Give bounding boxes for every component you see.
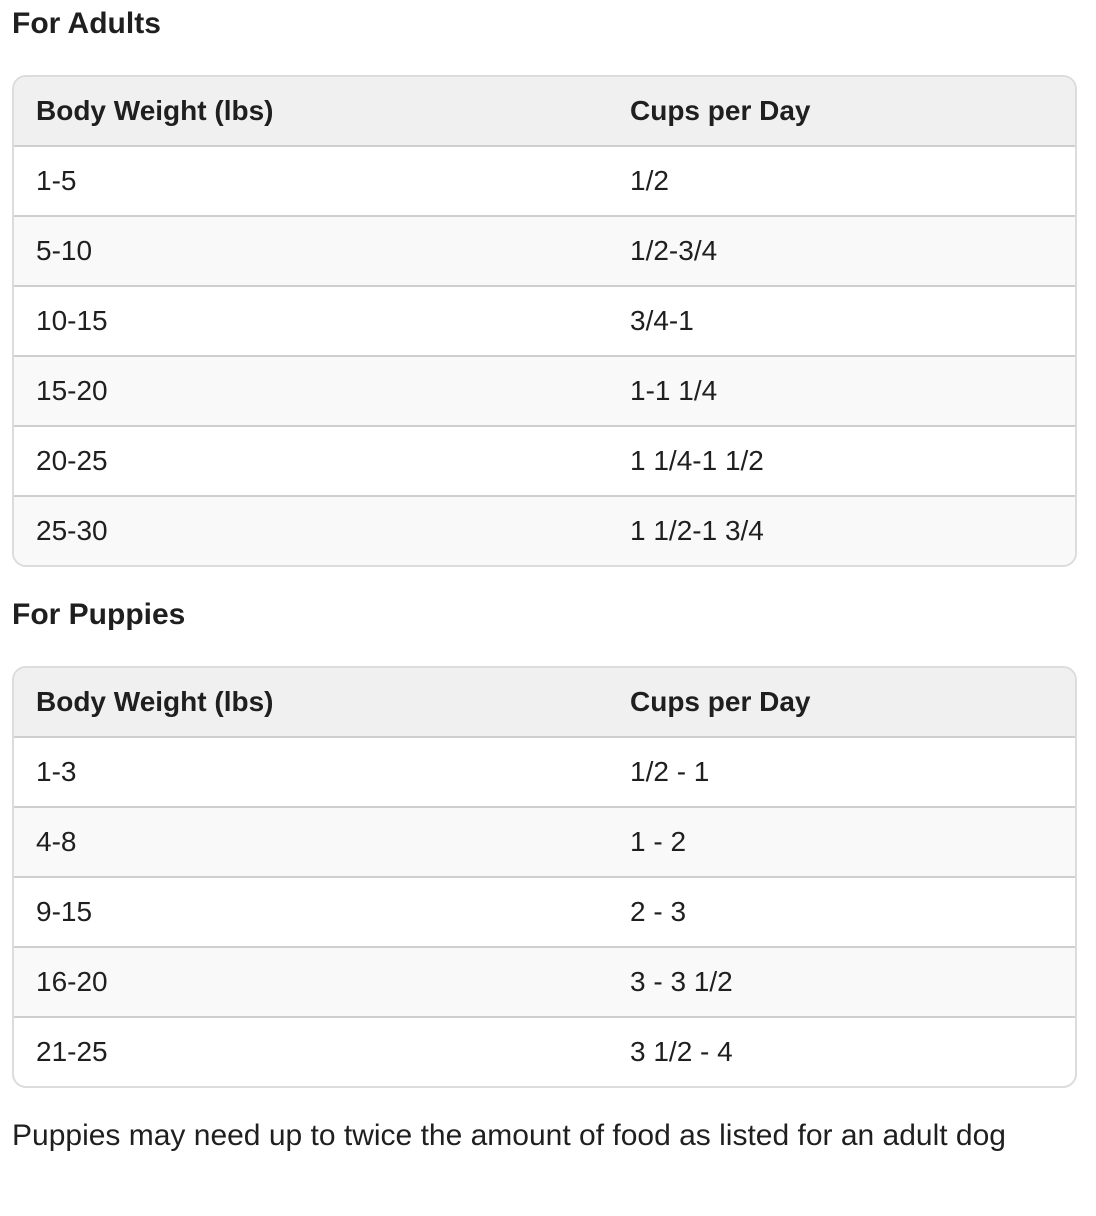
column-header-cups-per-day: Cups per Day (608, 77, 1075, 146)
body-weight-cell: 4-8 (14, 807, 608, 877)
table-row (14, 426, 1075, 496)
cups-per-day-cell: 3/4-1 (608, 286, 1075, 356)
body-weight-cell: 20-25 (14, 426, 608, 496)
cups-per-day-cell: 1/2-3/4 (608, 216, 1075, 286)
column-header-body-weight: Body Weight (lbs) (14, 668, 608, 737)
body-weight-cell: 10-15 (14, 286, 608, 356)
table-row (14, 807, 1075, 877)
cups-per-day-cell: 1 - 2 (608, 807, 1075, 877)
cups-per-day-cell: 2 - 3 (608, 877, 1075, 947)
table-row (14, 737, 1075, 807)
cups-per-day-cell: 3 1/2 - 4 (630, 1036, 733, 1067)
table-row (14, 1017, 1075, 1086)
table-row (14, 356, 1075, 426)
body-weight-cell: 5-10 (14, 216, 608, 286)
body-weight-cell: 25-30 (36, 515, 108, 546)
column-header-cups-per-day: Cups per Day (608, 668, 1075, 737)
cups-per-day-cell: 1/2 (608, 146, 1075, 216)
body-weight-cell: 1-5 (14, 146, 608, 216)
body-weight-cell: 16-20 (14, 947, 608, 1017)
cups-per-day-cell: 1/2 - 1 (608, 737, 1075, 807)
table-header-row (14, 77, 1075, 146)
puppies-table (12, 666, 1077, 1088)
body-weight-cell: 21-25 (36, 1036, 108, 1067)
puppies-note: Puppies may need up to twice the amount of food as listed for an adult dog (12, 1119, 1006, 1152)
body-weight-cell: 1-3 (14, 737, 608, 807)
table-row (14, 496, 1075, 565)
table-row (14, 286, 1075, 356)
table-row (14, 877, 1075, 947)
table-row (14, 216, 1075, 286)
cups-per-day-cell: 1-1 1/4 (608, 356, 1075, 426)
adults-table (12, 75, 1077, 567)
cups-per-day-cell: 1 1/2-1 3/4 (630, 515, 764, 546)
cups-per-day-cell: 3 - 3 1/2 (608, 947, 1075, 1017)
body-weight-cell: 15-20 (14, 356, 608, 426)
puppies-heading: For Puppies (12, 598, 186, 631)
table-row (14, 947, 1075, 1017)
table-header-row (14, 668, 1075, 737)
body-weight-cell: 9-15 (14, 877, 608, 947)
table-row (14, 146, 1075, 216)
adults-heading: For Adults (12, 7, 161, 40)
cups-per-day-cell: 1 1/4-1 1/2 (608, 426, 1075, 496)
column-header-body-weight: Body Weight (lbs) (14, 77, 608, 146)
